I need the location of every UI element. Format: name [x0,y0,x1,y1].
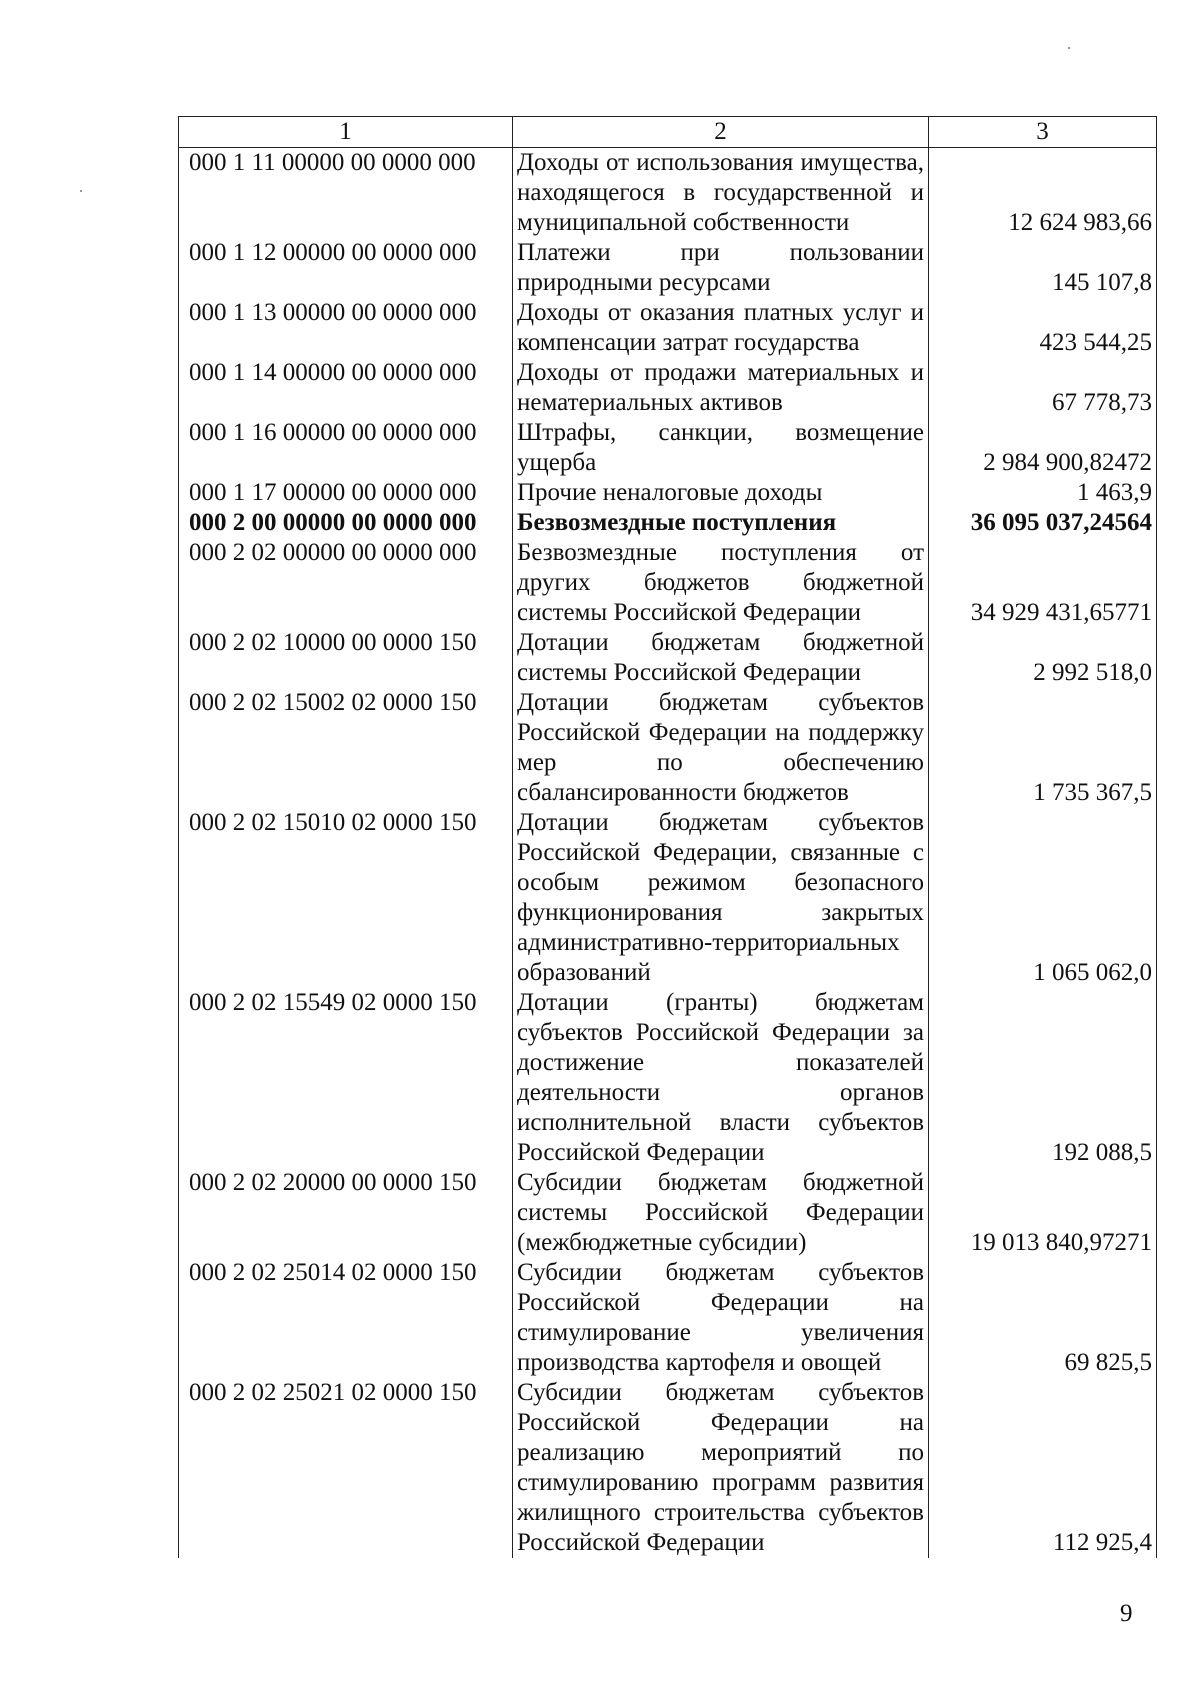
row-code: 000 1 17 00000 00 0000 000 [179,478,513,508]
table-row [179,808,1157,988]
row-name: Дотации бюджетам субъектов Российской Федерации, связанные с особым режимом безопасного функционирования закрытых административно-территориальных образований [513,808,929,988]
table-row [179,1168,1157,1258]
column-header-code: 1 [179,117,513,148]
row-code: 000 2 02 00000 00 0000 000 [179,538,513,628]
row-code: 000 2 02 25014 02 0000 150 [179,1258,513,1378]
table-row [179,358,1157,418]
table-row [179,628,1157,688]
row-amount: 145 107,8 [929,238,1157,298]
row-amount: 1 735 367,5 [929,688,1157,808]
row-amount: 192 088,5 [929,988,1157,1168]
row-name: Штрафы, санкции, возмещение ущерба [513,418,929,478]
row-name: Безвозмездные поступления [513,508,929,538]
row-code: 000 2 02 15002 02 0000 150 [179,688,513,808]
row-name: Субсидии бюджетам бюджетной системы Российской Федерации (межбюджетные субсидии) [513,1168,929,1258]
row-name: Прочие неналоговые доходы [513,478,929,508]
scan-speck [1068,47,1070,49]
row-name: Доходы от оказания платных услуг и компенсации затрат государства [513,298,929,358]
row-code: 000 2 00 00000 00 0000 000 [179,508,513,538]
table-row [179,1378,1157,1558]
row-name: Дотации бюджетам субъектов Российской Федерации на поддержку мер по обеспечению сбалансированности бюджетов [513,688,929,808]
row-code: 000 2 02 25021 02 0000 150 [179,1378,513,1558]
row-code: 000 1 14 00000 00 0000 000 [179,358,513,418]
row-code: 000 2 02 10000 00 0000 150 [179,628,513,688]
table-row [179,418,1157,478]
row-amount: 112 925,4 [929,1378,1157,1558]
budget-revenue-table [178,116,1157,1558]
row-code: 000 2 02 15010 02 0000 150 [179,808,513,988]
row-name: Субсидии бюджетам субъектов Российской Федерации на реализацию мероприятий по стимулированию программ развития жилищного строительства субъектов Российской Федерации [513,1378,929,1558]
row-code: 000 2 02 15549 02 0000 150 [179,988,513,1168]
row-code: 000 1 12 00000 00 0000 000 [179,238,513,298]
row-code: 000 1 11 00000 00 0000 000 [179,148,513,239]
row-amount: 423 544,25 [929,298,1157,358]
table-row [179,1258,1157,1378]
row-amount: 67 778,73 [929,358,1157,418]
table-row [179,148,1157,239]
table-header-row [179,117,1157,148]
table-body [179,148,1157,1559]
row-amount: 19 013 840,97271 [929,1168,1157,1258]
table-row [179,238,1157,298]
row-amount: 2 984 900,82472 [929,418,1157,478]
row-name: Безвозмездные поступления от других бюджетов бюджетной системы Российской Федерации [513,538,929,628]
row-amount: 1 065 062,0 [929,808,1157,988]
row-amount: 1 463,9 [929,478,1157,508]
row-amount: 2 992 518,0 [929,628,1157,688]
row-name: Доходы от продажи материальных и нематериальных активов [513,358,929,418]
row-amount: 12 624 983,66 [929,148,1157,239]
row-code: 000 2 02 20000 00 0000 150 [179,1168,513,1258]
row-code: 000 1 16 00000 00 0000 000 [179,418,513,478]
table-row [179,988,1157,1168]
table-row [179,688,1157,808]
row-name: Дотации бюджетам бюджетной системы Российской Федерации [513,628,929,688]
page-number: 9 [1120,1600,1133,1627]
table-row [179,478,1157,508]
row-amount: 36 095 037,24564 [929,508,1157,538]
row-amount: 34 929 431,65771 [929,538,1157,628]
row-name: Доходы от использования имущества, находящегося в государственной и муниципальной собственности [513,148,929,239]
column-header-amount: 3 [929,117,1157,148]
row-name: Платежи при пользовании природными ресурсами [513,238,929,298]
row-code: 000 1 13 00000 00 0000 000 [179,298,513,358]
budget-table-container [178,116,1156,1558]
table-row [179,508,1157,538]
row-amount: 69 825,5 [929,1258,1157,1378]
table-row [179,538,1157,628]
row-name: Субсидии бюджетам субъектов Российской Федерации на стимулирование увеличения производства картофеля и овощей [513,1258,929,1378]
table-row [179,298,1157,358]
scan-speck [80,190,82,192]
column-header-name: 2 [513,117,929,148]
row-name: Дотации (гранты) бюджетам субъектов Российской Федерации за достижение показателей деятельности органов исполнительной власти субъектов Российской Федерации [513,988,929,1168]
